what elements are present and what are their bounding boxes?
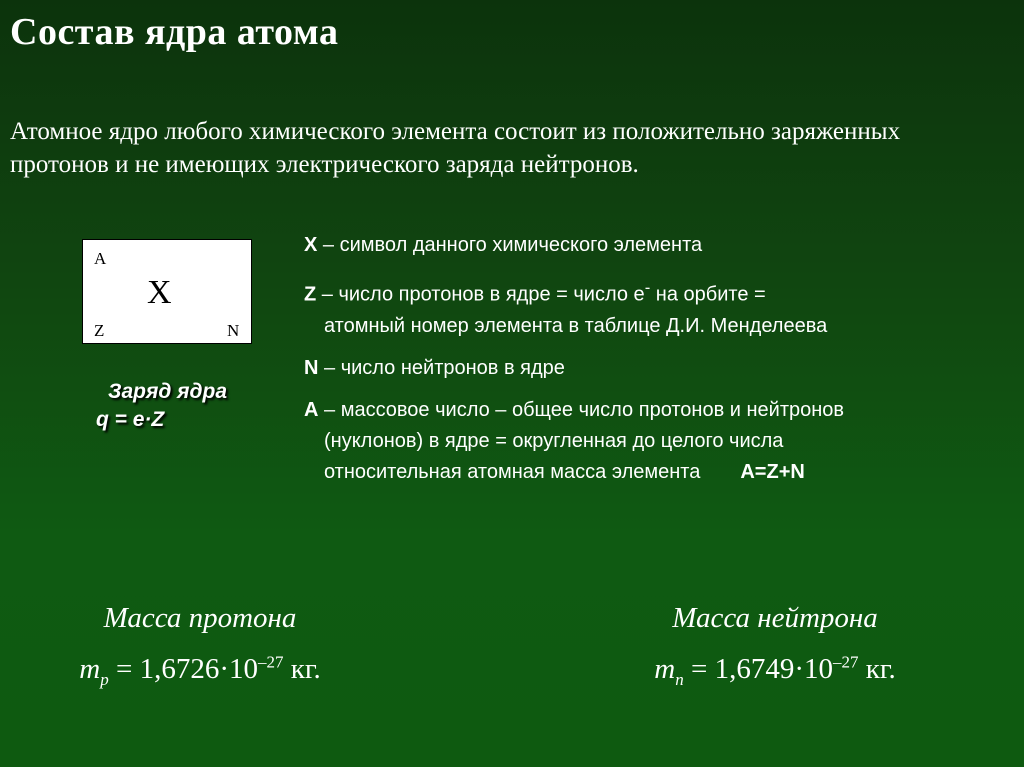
mass-unit: кг. <box>283 652 321 685</box>
proton-mass-formula <box>79 652 321 689</box>
definition-text: относительная атомная масса элемента <box>324 460 701 483</box>
definition-text: – число нейтронов в ядре <box>318 356 565 379</box>
mass-variable: m <box>654 652 676 685</box>
definition-continuation: (нуклонов) в ядре = округленная до целого числа <box>324 429 784 452</box>
mass-subscript: n <box>675 669 684 689</box>
definition-text: – символ данного химического элемента <box>317 234 703 256</box>
mass-number-formula: A=Z+N <box>740 460 805 483</box>
neutron-mass-formula <box>654 652 896 689</box>
mass-unit: кг. <box>858 652 896 685</box>
neutron-number-label: N <box>227 321 240 340</box>
definition-z <box>304 272 1014 342</box>
definition-text: – массовое число – общее число протонов и нейтронов <box>318 398 845 421</box>
definition-continuation: атомный номер элемента в таблице Д.И. Менделеева <box>324 314 828 337</box>
intro-paragraph: Атомное ядро любого химического элемента состоит из положительно заряженных протонов и не имеющих электрического заряда нейтронов. <box>10 118 901 178</box>
proton-mass-label: Масса протона <box>103 602 297 634</box>
slide-title: Состав ядра атома <box>10 11 339 53</box>
mass-variable: m <box>79 652 101 685</box>
mass-exponent: –27 <box>258 652 284 671</box>
definition-key: N <box>304 356 319 379</box>
mass-value: = 1,6749·10 <box>683 652 833 685</box>
mass-subscript: p <box>100 669 109 689</box>
definition-text: на орбите = <box>650 283 766 306</box>
neutron-mass-label: Масса нейтрона <box>672 602 878 634</box>
nuclear-charge-block <box>96 378 227 434</box>
element-symbol: X <box>147 274 172 311</box>
definition-continuation <box>304 457 1014 488</box>
mass-value: = 1,6726·10 <box>108 652 258 685</box>
charge-label: Заряд ядра <box>108 380 228 403</box>
electron-charge-sup: - <box>644 278 651 297</box>
definition-a <box>304 395 1014 488</box>
definition-text: – число протонов в ядре = число e <box>316 283 645 306</box>
mass-exponent: –27 <box>833 652 859 671</box>
charge-formula: q = e·Z <box>96 408 165 431</box>
definitions-list <box>304 230 1014 499</box>
proton-number-label: Z <box>94 321 105 340</box>
nuclide-notation-box <box>82 239 252 344</box>
definition-key: X <box>304 234 318 256</box>
definition-key: A <box>304 398 319 421</box>
definition-n <box>304 353 1014 384</box>
proton-mass-block <box>55 596 345 701</box>
definition-key: Z <box>304 283 317 306</box>
neutron-mass-block <box>630 596 920 701</box>
definition-x <box>304 230 1014 261</box>
mass-number-label: A <box>94 249 107 268</box>
